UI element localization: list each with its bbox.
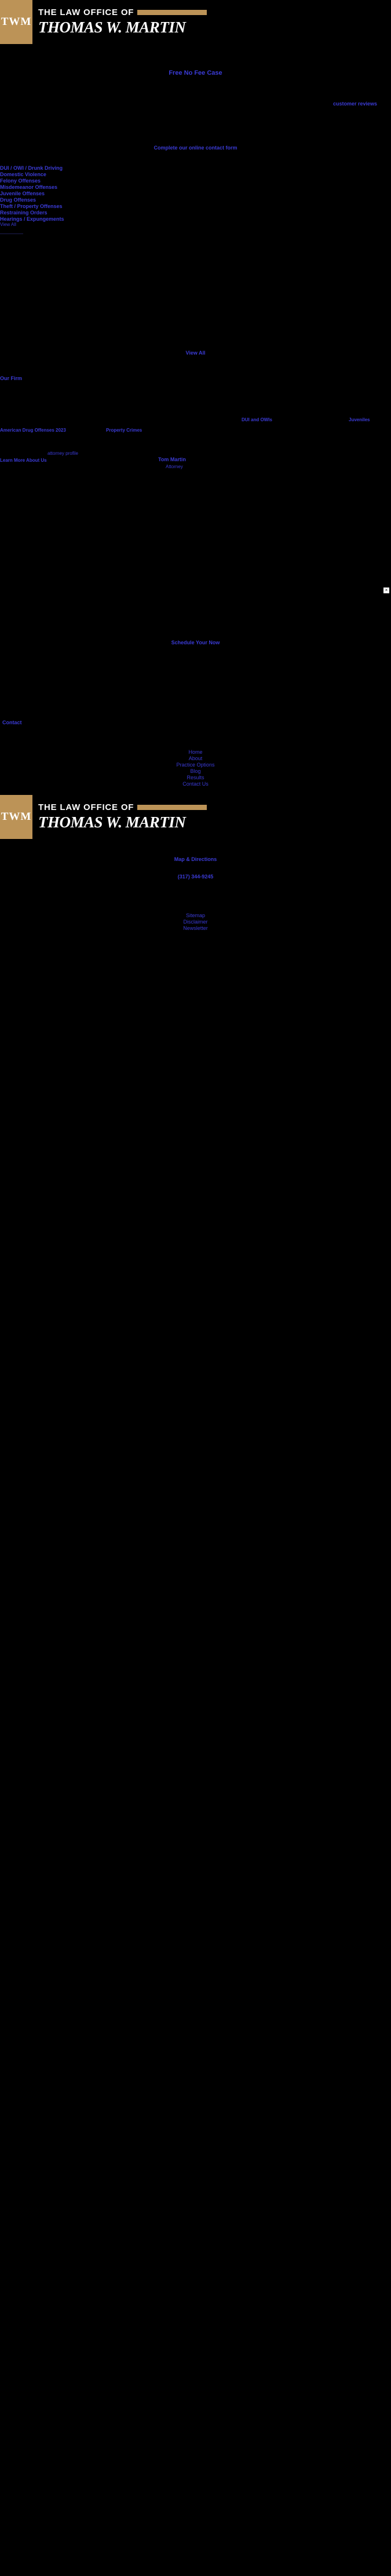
results-spacer	[0, 338, 391, 350]
nav-item-blog[interactable]: Blog	[190, 768, 201, 774]
brand-kicker: THE LAW OFFICE OF	[38, 8, 134, 17]
phone-link[interactable]: (317) 344-9245	[177, 874, 214, 880]
attorney-name: Tom Martin	[158, 457, 186, 462]
attorney-title: Attorney	[166, 464, 183, 469]
nav-item-about[interactable]: About	[188, 755, 203, 761]
footer-brand-kicker-row	[38, 802, 207, 812]
phone-row	[0, 874, 391, 886]
nav-item-practice-options[interactable]: Practice Options	[176, 761, 215, 768]
map-directions-row	[0, 856, 391, 869]
attorney-profile-tag: attorney profile	[47, 451, 78, 456]
results-view-all-row	[0, 350, 391, 363]
results-view-all-link[interactable]: View All	[185, 350, 206, 356]
practice-areas-view-all-row	[0, 222, 391, 230]
content-panel-1	[0, 477, 391, 588]
practice-areas-view-all-link[interactable]: View All	[0, 222, 16, 227]
mid-footer-spacer	[0, 732, 391, 749]
contact-section-row	[0, 720, 391, 732]
practice-area-item[interactable]: Misdemeanor Offenses	[0, 184, 58, 190]
topics-row	[0, 417, 391, 439]
contact-form-heading-row	[0, 145, 391, 156]
site-header	[0, 0, 391, 44]
practice-area-item[interactable]: Juvenile Offenses	[0, 190, 45, 196]
footer-site-header	[0, 795, 391, 839]
media-panel	[0, 234, 391, 338]
chat-close-icon[interactable]: ×	[383, 588, 389, 593]
practice-area-item[interactable]: Theft / Property Offenses	[0, 203, 63, 209]
topic-link-dui-owi[interactable]: DUI and OWIs	[242, 417, 272, 422]
practice-area-item[interactable]: Felony Offenses	[0, 177, 41, 184]
footer-brand-spacer	[0, 787, 391, 795]
practice-area-item[interactable]: DUI / OWI / Drunk Driving	[0, 165, 63, 171]
footer-brand-kicker: THE LAW OFFICE OF	[38, 802, 134, 812]
footer-nav-spacer	[0, 886, 391, 912]
practice-areas-spacer	[0, 156, 391, 165]
chat-widget-row	[0, 588, 391, 601]
topics-spacer	[0, 388, 391, 422]
mid-footer-nav	[0, 749, 391, 787]
footer-nav-item-disclaimer[interactable]: Disclaimer	[183, 918, 208, 925]
schedule-row	[0, 640, 391, 652]
footer-bottom-panel	[0, 931, 391, 1082]
footer-phone-spacer	[0, 869, 391, 874]
footer-nav-item-newsletter[interactable]: Newsletter	[183, 925, 208, 931]
schedule-spacer	[0, 601, 391, 640]
map-panel	[0, 652, 391, 720]
hero-cta-row	[0, 70, 391, 85]
customer-reviews-link[interactable]: customer reviews	[332, 101, 377, 107]
review-spacer	[0, 85, 391, 101]
about-spacer	[0, 439, 391, 451]
practice-area-item[interactable]: Drug Offenses	[0, 196, 36, 203]
footer-links-spacer	[0, 839, 391, 856]
our-firm-spacer	[0, 363, 391, 375]
contact-section-heading[interactable]: Contact	[2, 720, 22, 725]
footer-nav-item-sitemap[interactable]: Sitemap	[185, 912, 206, 918]
our-firm-link[interactable]: Our Firm	[0, 375, 23, 381]
nav-item-home[interactable]: Home	[188, 749, 203, 755]
hero-spacer	[0, 44, 391, 70]
practice-areas-list	[0, 165, 391, 222]
customer-reviews-row	[0, 101, 391, 114]
footer-logo-text: TWM	[1, 811, 32, 823]
topic-link-juveniles[interactable]: Juveniles	[349, 417, 370, 422]
brand-kicker-row	[38, 8, 207, 17]
topic-link-property-crimes[interactable]: Property Crimes	[106, 428, 142, 433]
brand-block	[32, 0, 207, 44]
nav-item-contact-us[interactable]: Contact Us	[182, 780, 209, 787]
logo-text: TWM	[1, 16, 32, 28]
practice-area-item[interactable]: Restraining Orders	[0, 209, 47, 216]
schedule-consultation-link[interactable]: Schedule Your Now	[171, 640, 220, 645]
brand-name: THOMAS W. MARTIN	[38, 19, 186, 36]
topic-link-drug-offenses[interactable]: American Drug Offenses 2023	[0, 428, 66, 433]
free-case-review-link[interactable]: Free No Fee Case	[169, 70, 222, 76]
footer-logo-mark[interactable]	[0, 795, 32, 839]
contact-form-spacer	[0, 114, 391, 145]
learn-more-about-us-link[interactable]: Learn More About Us	[0, 458, 47, 463]
map-directions-link[interactable]: Map & Directions	[174, 856, 217, 862]
footer-nav	[0, 912, 391, 931]
practice-area-item[interactable]: Hearings / Expungements	[0, 216, 64, 222]
our-firm-row	[0, 375, 391, 388]
about-row	[0, 451, 391, 477]
logo-mark[interactable]	[0, 0, 32, 44]
footer-gold-bar-decoration	[137, 805, 207, 810]
nav-item-results[interactable]: Results	[187, 774, 204, 780]
contact-form-heading[interactable]: Complete our online contact form	[154, 145, 237, 151]
gold-bar-decoration	[137, 10, 207, 15]
footer-brand-block	[32, 795, 207, 839]
practice-area-item[interactable]: Domestic Violence	[0, 171, 46, 177]
footer-brand-name: THOMAS W. MARTIN	[38, 813, 186, 831]
